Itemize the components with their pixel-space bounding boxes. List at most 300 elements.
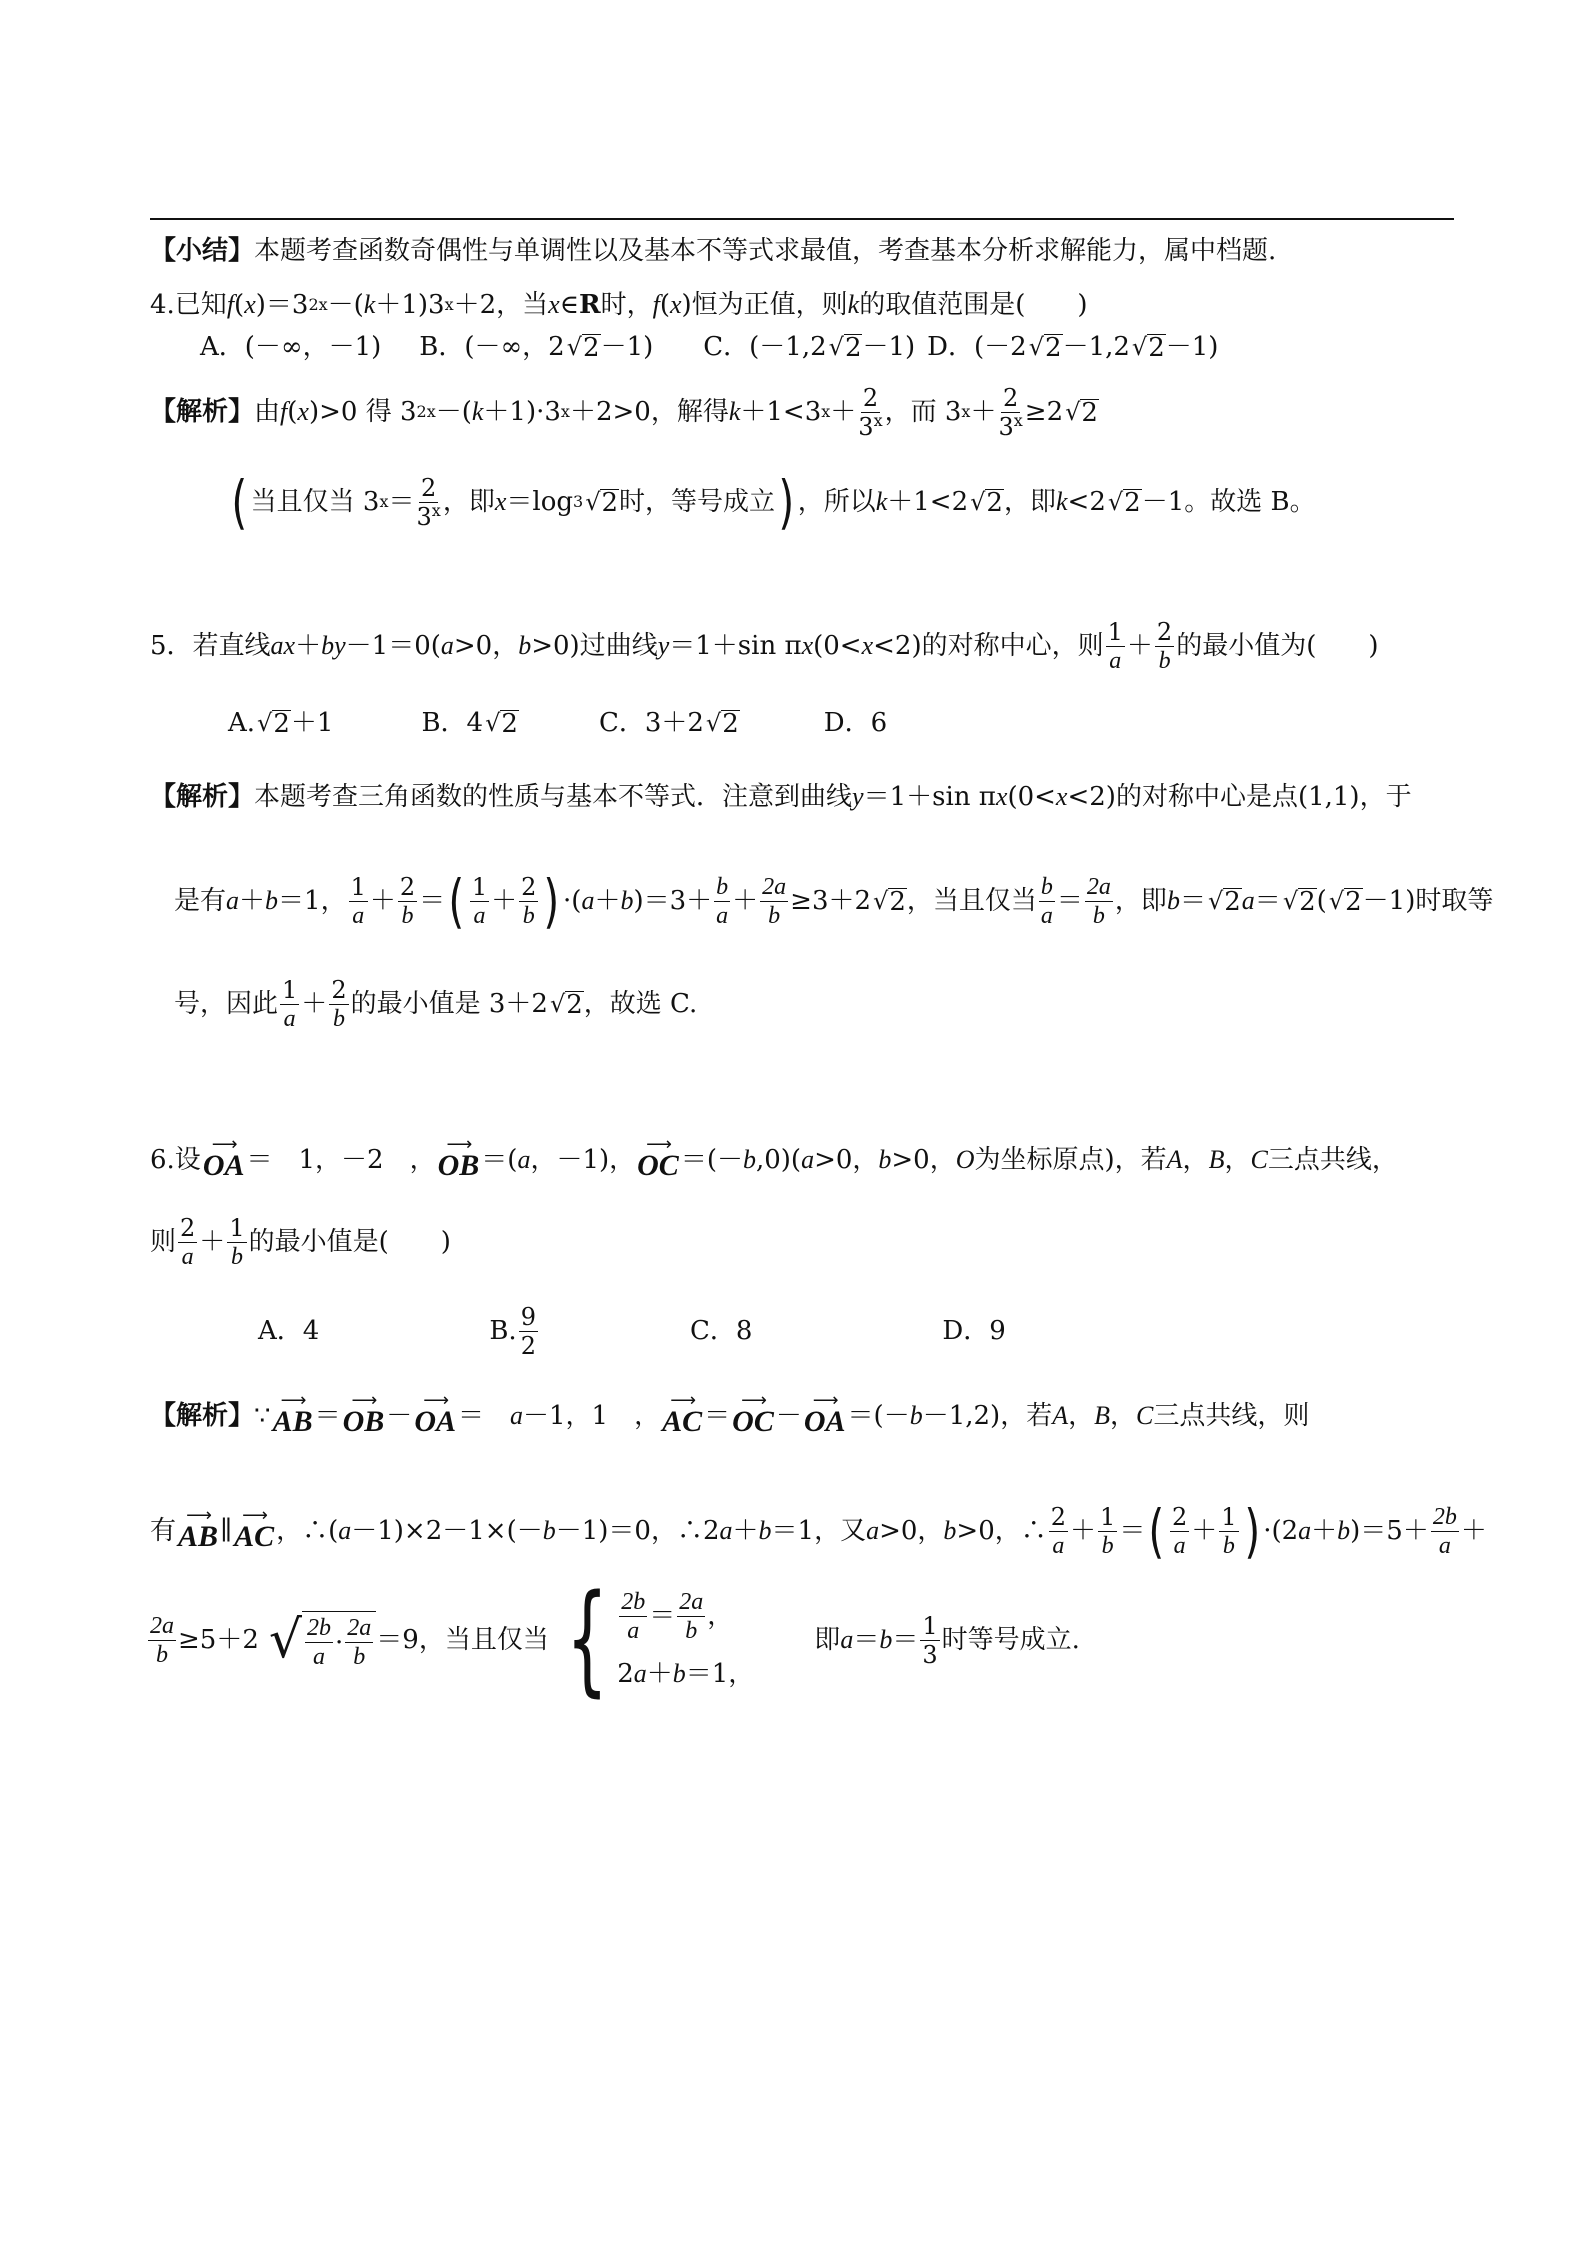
q6-solution-line1: [150, 1390, 1310, 1438]
q4-text: 4.已知: [150, 290, 227, 320]
q6-text: A: [1166, 1145, 1183, 1174]
radicand: 2: [844, 332, 862, 363]
sol-text: a: [226, 886, 240, 915]
radicand: 2: [1224, 886, 1241, 917]
sqrt-icon: √: [1328, 887, 1345, 915]
sol-text: a: [581, 886, 595, 915]
q4-text: (: [659, 290, 670, 320]
sol-text: ＋: [491, 886, 518, 916]
fraction: [1219, 1502, 1238, 1559]
sol-text: ，∴(: [276, 1516, 339, 1546]
q6-text: C: [1250, 1145, 1268, 1174]
radicand: 2: [722, 708, 739, 739]
q6-text: 的最小值是( ): [248, 1227, 451, 1257]
frac-num: 2: [862, 383, 879, 412]
vector-arrow-icon: ⟶: [670, 1390, 695, 1411]
sqrt-icon: √: [1065, 398, 1081, 426]
sol-text: ＝: [314, 1401, 341, 1431]
sol-text: a: [840, 1625, 854, 1654]
sol-text: b: [879, 1625, 893, 1654]
sol-text: )＝5＋: [1350, 1516, 1429, 1546]
sol-text: >0，: [879, 1516, 944, 1546]
frac-num: 1: [229, 1213, 245, 1242]
sol-text: ＝: [388, 487, 415, 517]
sol-text: )>0 得 3: [308, 397, 417, 427]
frac-num: 2: [421, 473, 437, 502]
vector-arrow-icon: ⟶: [423, 1390, 448, 1411]
fraction: [1431, 1505, 1459, 1558]
q4-text: 时，: [600, 290, 653, 320]
frac-num: b: [716, 873, 729, 900]
fraction: [920, 1611, 939, 1669]
q5-text: x: [861, 631, 874, 660]
sol-text: ，即: [1003, 487, 1056, 517]
frac-den: a: [313, 1644, 326, 1670]
frac-num: 2b: [307, 1615, 332, 1641]
sqrt-icon: √: [566, 333, 583, 361]
sol-text: ＋: [830, 397, 857, 427]
sqrt-icon: √: [485, 709, 501, 737]
q4-text: ＋2，当: [453, 290, 549, 320]
q6-solution-line2: [150, 1497, 1487, 1565]
choice-a: ＋1: [290, 708, 334, 738]
fraction: [858, 383, 883, 441]
frac-den-base: 3: [416, 502, 432, 531]
vector-label: OC: [732, 1405, 774, 1438]
sol-text: ＋: [732, 1516, 759, 1546]
q4-text: －(: [327, 290, 364, 320]
sol-text: b: [672, 1658, 686, 1688]
vector-AB: [178, 1505, 219, 1553]
frac-den: 2: [520, 1331, 536, 1360]
sol-text: ＋: [301, 989, 328, 1019]
fraction: [178, 1213, 197, 1270]
sol-text: ，: [1110, 1401, 1137, 1431]
sqrt-icon: √: [585, 488, 601, 516]
sol-text: k: [875, 487, 888, 516]
fraction: [329, 975, 348, 1032]
sol-text: －1，1 ，: [523, 1401, 661, 1431]
sol-text: ＝: [1056, 886, 1083, 916]
q5-text: －1＝0(: [345, 631, 441, 661]
choice-b: B.: [489, 1316, 517, 1346]
frac-den: b: [230, 1243, 243, 1270]
q6-text: 则: [150, 1227, 177, 1257]
q4-text: k: [847, 290, 860, 319]
sol-text: 三点共线，则: [1153, 1401, 1310, 1431]
radicand: 2: [1148, 332, 1165, 363]
q5-text: 5．若直线: [150, 631, 271, 661]
vector-label: AB: [178, 1520, 219, 1553]
choice-b: －1): [600, 332, 654, 362]
sol-text: －1)×2－1×(－: [351, 1516, 543, 1546]
sol-text: －1,2)，若: [922, 1401, 1053, 1431]
sol-text: x: [494, 487, 507, 516]
vector-OA: [803, 1390, 846, 1438]
q5-choices: [228, 706, 887, 740]
frac-den: a: [181, 1243, 194, 1270]
fraction: [519, 872, 538, 929]
frac-den: a: [283, 1005, 296, 1032]
radicand: 2: [889, 886, 906, 917]
radicand: 2: [1124, 487, 1141, 518]
vector-arrow-icon: ⟶: [242, 1505, 266, 1526]
vector-AB: [272, 1390, 313, 1438]
vector-label: AC: [234, 1520, 275, 1553]
q4-text: ∈: [559, 290, 579, 320]
q5-text: ＋: [295, 631, 322, 661]
fraction: [1155, 617, 1174, 674]
sol-text: ＝: [1179, 886, 1206, 916]
fraction: [998, 383, 1023, 441]
q5-text: ＋: [1126, 631, 1153, 661]
q4-choices: [200, 330, 1218, 364]
frac-den: b: [685, 1617, 698, 1644]
sol-text: a: [510, 1401, 524, 1430]
vector-AC: [662, 1390, 703, 1438]
q5-solution-line1: [150, 780, 1412, 814]
frac-den: [858, 410, 883, 441]
q4-text: x: [669, 290, 682, 319]
sol-text: ，当且仅当: [906, 886, 1037, 916]
sol-text: 时，等号成立: [619, 487, 776, 517]
vector-label: AC: [662, 1405, 703, 1438]
fraction: [760, 875, 788, 928]
choice-c: C．3＋2: [598, 708, 704, 738]
frac-num: 2: [331, 975, 347, 1004]
choice-c: －1): [862, 332, 916, 362]
q6-text: >0，: [814, 1145, 879, 1175]
frac-den: b: [1222, 1532, 1235, 1559]
sqrt-icon: √: [1282, 887, 1299, 915]
left-paren-icon: (: [1148, 1497, 1165, 1565]
q5-text: x: [801, 631, 814, 660]
q5-solution-line3: [174, 976, 697, 1032]
summary-text: 本题考查函数奇偶性与单调性以及基本不等式求最值，考查基本分析求解能力，属中档题.: [254, 236, 1277, 266]
q4-text: k: [363, 290, 376, 319]
q4-text: x: [548, 290, 560, 319]
frac-den: a: [716, 902, 729, 929]
radicand: 2: [986, 487, 1003, 518]
choice-d: －1,2: [1062, 332, 1130, 362]
vector-OB: [437, 1134, 480, 1182]
vector-arrow-icon: ⟶: [351, 1390, 376, 1411]
q6-text: ,0)(: [755, 1145, 802, 1175]
vector-OB: [342, 1390, 385, 1438]
radicand: 2: [1345, 886, 1362, 917]
q6-text: a: [517, 1145, 531, 1174]
sol-text: ＋: [594, 886, 621, 916]
sol-text: ＝1，: [278, 886, 347, 916]
fraction: [1106, 617, 1125, 674]
sqrt-icon: √: [1207, 887, 1224, 915]
q6-text: ＝(: [481, 1145, 518, 1175]
sol-text: 的最小值是 3＋2: [350, 989, 548, 1019]
q4-solution-line2: ( 当且仅当 3 x ＝ $\frac{2}{3^x}$ ，即 x ＝log 3 √ 2 时，等号成立 ) ，所以 k ＋1<2 √ 2 ，即 k <2 √ 2 －1。故选 B。: [231, 468, 1316, 536]
sol-text: ＝: [458, 1401, 511, 1431]
vector-arrow-icon: ⟶: [446, 1134, 471, 1155]
sol-text: ·(2: [1263, 1516, 1299, 1546]
right-paren-icon: ): [543, 867, 560, 935]
q4-text: ＋1)3: [375, 290, 445, 320]
vector-OC: [637, 1134, 679, 1182]
q5-text: by: [321, 631, 346, 660]
sqrt-icon: √: [1107, 488, 1124, 516]
sol-text: b: [265, 886, 279, 915]
q6-text: 为坐标原点)，若: [974, 1145, 1167, 1175]
frac-num: 1: [471, 872, 488, 901]
q6-text: ＋: [199, 1227, 226, 1257]
vector-OC: [732, 1390, 774, 1438]
sqrt-icon: √: [828, 333, 844, 361]
sol-text: a: [633, 1658, 647, 1688]
sol-text: ＝: [649, 1601, 676, 1631]
solution-tag: 【解析】: [150, 782, 255, 812]
sol-text: ＋: [970, 397, 997, 427]
q5-text: >0，: [453, 631, 519, 661]
sol-text: x: [297, 397, 309, 426]
sol-text: ，即: [1114, 886, 1167, 916]
fraction: [148, 1614, 176, 1667]
frac-num: 1: [1100, 1502, 1116, 1531]
fraction: [416, 473, 441, 531]
q6-text: 6.设: [150, 1145, 201, 1175]
sol-text: －1)时取等: [1362, 886, 1494, 916]
q6-text: ，－1)，: [530, 1145, 636, 1175]
frac-num: b: [1040, 873, 1053, 900]
q5-text: ax: [270, 631, 296, 660]
q6-text: B: [1208, 1145, 1225, 1174]
sol-text: a: [1241, 886, 1255, 915]
sol-text: ＋1<3: [740, 397, 822, 427]
fraction: [349, 872, 368, 929]
fraction: [1098, 1502, 1117, 1559]
sol-text: 有: [150, 1516, 177, 1546]
sol-text: ∥: [220, 1516, 233, 1546]
sol-text: ＝9，当且仅当: [376, 1625, 549, 1655]
radicand: 2: [1081, 397, 1098, 428]
frac-den: b: [332, 1005, 345, 1032]
radicand: 2: [501, 708, 518, 739]
q5-text: y: [657, 631, 670, 660]
sol-text: ，: [707, 1601, 734, 1631]
frac-den: b: [768, 902, 781, 929]
sol-text: ＋: [732, 886, 759, 916]
sol-text: (: [287, 397, 298, 427]
solution-tag: 【解析】: [150, 397, 255, 427]
frac-num: 2a: [1086, 873, 1111, 900]
system-row-2: [617, 1657, 754, 1691]
header-rule: [150, 218, 1454, 220]
q6-text: >0，: [891, 1145, 956, 1175]
sol-text: ·: [335, 1627, 344, 1658]
sol-text: －: [386, 1401, 413, 1431]
choice-a: A．(－∞，－1): [200, 332, 382, 362]
sol-text: b: [542, 1516, 556, 1545]
fraction: [398, 872, 417, 929]
q5-text: ＝1＋sin π: [669, 631, 802, 661]
sol-text: b: [1337, 1516, 1351, 1545]
vector-AC: [234, 1505, 275, 1553]
sol-text: ＝1，又: [771, 1516, 867, 1546]
sol-text: B: [1094, 1401, 1110, 1430]
vector-OA: [202, 1134, 245, 1182]
vector-label: OA: [803, 1405, 846, 1438]
sol-text: x: [1055, 782, 1068, 811]
question-6: [150, 1134, 1398, 1182]
right-paren-icon: ): [1243, 1497, 1260, 1565]
sol-text: b: [758, 1516, 772, 1545]
sol-text: a: [1298, 1516, 1312, 1545]
sol-text: ＝1，: [685, 1658, 755, 1689]
choice-b: B．4: [421, 708, 484, 738]
q6-text: ＝ 1，－2 ，: [246, 1145, 436, 1175]
frac-num: 2a: [150, 1612, 174, 1639]
vector-label: OC: [637, 1149, 679, 1182]
frac-den: [416, 500, 441, 531]
sol-text: 当且仅当 3: [250, 487, 380, 517]
fraction: [470, 872, 489, 929]
equation-system: [617, 1590, 754, 1691]
frac-den: b: [1158, 647, 1171, 674]
q4-text: f: [652, 290, 660, 319]
q6-text: ，: [1224, 1145, 1251, 1175]
sol-text: 时等号成立.: [941, 1625, 1080, 1655]
sol-text: 是有: [174, 886, 227, 916]
choice-d: D．9: [942, 1316, 1006, 1346]
frac-den: b: [1092, 902, 1105, 929]
sol-text: ＋: [369, 886, 396, 916]
sol-text: k: [728, 397, 741, 426]
sol-text: ＝(－: [847, 1401, 910, 1431]
choice-b: B．(－∞，2: [419, 332, 565, 362]
frac-num: 2a: [679, 1588, 704, 1615]
vector-arrow-icon: ⟶: [186, 1505, 210, 1526]
frac-den: b: [1101, 1532, 1114, 1559]
sol-text: k: [1055, 487, 1068, 516]
q6-solution-line3: [146, 1570, 1080, 1709]
choice-d: －1): [1165, 332, 1219, 362]
q4-text: 的取值范围是( ): [859, 290, 1088, 320]
sol-text: >0，∴: [956, 1516, 1047, 1546]
frac-num: 1: [922, 1611, 938, 1640]
q4-text: x: [244, 290, 256, 319]
sqrt-icon: √: [257, 709, 273, 737]
sol-text: ＝1＋sin π: [863, 782, 996, 812]
q4-text: )恒为正值，则: [681, 290, 848, 320]
frac-num: 2: [399, 872, 416, 901]
question-4: 4.已知 f ( x )＝3 2x －( k ＋1)3 x ＋2，当 x ∈ R 时， f ( x )恒为正值，则 k 的取值范围是( ): [150, 290, 1088, 320]
q6-text: O: [955, 1145, 975, 1174]
right-paren-icon: ): [778, 468, 795, 536]
solution-tag: 【解析】: [150, 1401, 255, 1431]
sol-text: ＋: [646, 1658, 673, 1689]
summary-tag: 【小结】: [150, 236, 255, 266]
fraction: [345, 1616, 373, 1669]
vector-arrow-icon: ⟶: [280, 1390, 305, 1411]
frac-num: 2: [1171, 1502, 1188, 1531]
fraction: [1039, 875, 1055, 928]
q5-text: (0<: [813, 631, 862, 661]
frac-den-sup: x: [431, 500, 441, 520]
sol-text: ≥5＋2: [178, 1625, 259, 1655]
frac-num: 2a: [762, 873, 787, 900]
fraction: [280, 975, 299, 1032]
sqrt-icon: √: [1131, 333, 1148, 361]
sol-text: ，即: [442, 487, 495, 517]
q5-text: 的最小值为( ): [1176, 631, 1379, 661]
sol-text: ＝: [853, 1625, 880, 1655]
frac-num: 2a: [347, 1615, 372, 1641]
vector-OA: [414, 1390, 456, 1438]
fraction: [677, 1590, 705, 1643]
radicand: 2: [566, 989, 583, 1020]
sqrt-icon: √: [1028, 333, 1045, 361]
fraction: [227, 1213, 246, 1270]
q4-text: )＝3: [255, 290, 309, 320]
frac-num: 2b: [621, 1588, 646, 1615]
sol-text: 由: [254, 397, 281, 427]
frac-den: b: [353, 1644, 366, 1670]
vector-label: AB: [272, 1405, 313, 1438]
sol-text: ＝: [1119, 1516, 1146, 1546]
sqrt-icon: √: [970, 488, 986, 516]
vector-label: OB: [437, 1149, 480, 1182]
left-paren-icon: (: [448, 867, 465, 935]
frac-den: 3: [922, 1640, 938, 1669]
sqrt-icon: √: [268, 1610, 303, 1670]
choice-a: A．4: [258, 1316, 320, 1346]
frac-num: 2: [1002, 383, 1019, 412]
frac-num: 2: [180, 1213, 196, 1242]
frac-den-base: 3: [858, 412, 874, 441]
choice-c: C．(－1,2: [703, 332, 827, 362]
fraction: [305, 1616, 333, 1669]
q4-text: R: [578, 290, 601, 320]
frac-den: a: [627, 1617, 640, 1644]
frac-den: a: [1109, 647, 1122, 674]
vector-arrow-icon: ⟶: [812, 1390, 837, 1411]
sqrt-icon: √: [873, 887, 889, 915]
frac-den: a: [473, 902, 486, 929]
q6-text: ＝(－: [680, 1145, 743, 1175]
frac-den: b: [156, 1641, 168, 1668]
q4-text: f: [226, 290, 235, 319]
sol-text: ＋2>0，解得: [569, 397, 729, 427]
sol-text: b: [1166, 886, 1180, 915]
frac-num: 2: [521, 872, 537, 901]
sol-text: 即: [814, 1625, 841, 1655]
choice-a: A.: [228, 708, 256, 738]
choice-d: D．6: [823, 708, 888, 738]
frac-den: a: [1438, 1532, 1451, 1559]
frac-den: a: [1173, 1532, 1186, 1559]
sol-text: ＋: [1311, 1516, 1338, 1546]
sol-text: ≥2: [1024, 397, 1064, 427]
radicand: 2: [1299, 886, 1316, 917]
sol-text: (0<: [1007, 782, 1056, 812]
sol-text: －1。故选 B。: [1141, 487, 1316, 517]
frac-den-sup: x: [873, 410, 883, 430]
frac-num: 2b: [1432, 1503, 1457, 1530]
sol-text: ＋1)·3: [483, 397, 561, 427]
q6-text: a: [801, 1145, 815, 1174]
sol-text: ＝: [419, 886, 446, 916]
sol-text: ，所以: [797, 487, 876, 517]
sol-text: <2)的对称中心是点(1,1)，于: [1067, 782, 1412, 812]
vector-arrow-icon: ⟶: [646, 1134, 670, 1155]
sol-text: ∵: [254, 1401, 271, 1431]
